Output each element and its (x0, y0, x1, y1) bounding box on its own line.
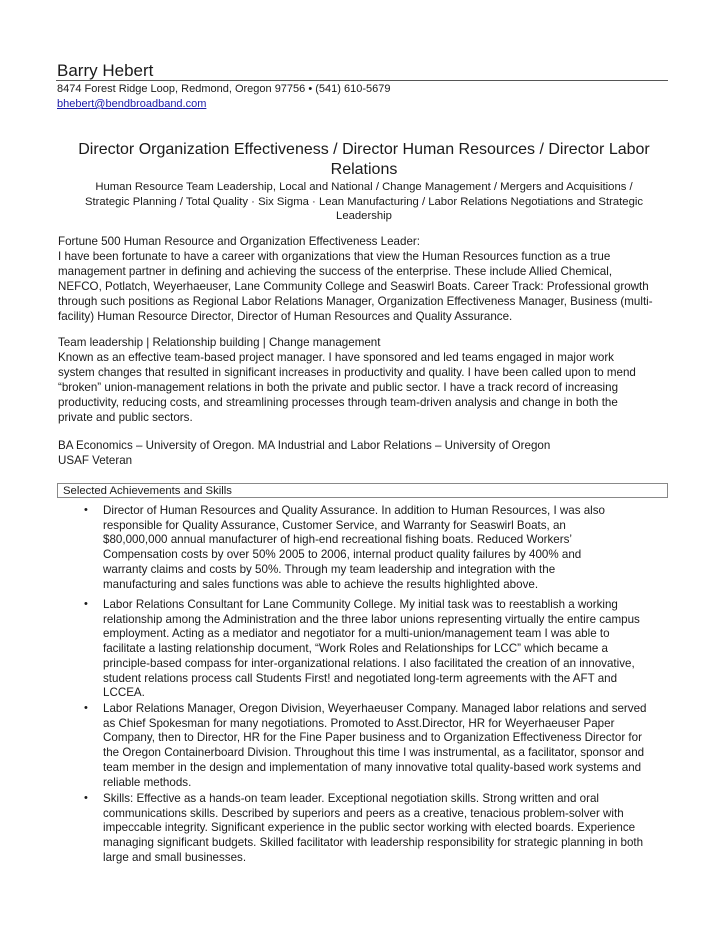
achievement-item (103, 792, 643, 866)
text-line: team member in the design and implementation of many innovative total quality-based work systems and (103, 760, 642, 774)
section-heading-achievements: Selected Achievements and Skills (57, 483, 668, 498)
text-line: through such positions as Regional Labor Relations Manager, Organization Effectiveness Manager, Business (multi- (58, 294, 653, 308)
text-line: Company, then to Director, HR for the Fine Paper business and to Organization Effectiveness Director for (103, 731, 642, 745)
bullet-icon: • (84, 702, 88, 714)
text-line: USAF Veteran (58, 453, 133, 467)
text-line: “broken” union-management relations in both the private and public sector. I have a track record of increasing (58, 380, 619, 394)
bullet-icon: • (84, 504, 88, 516)
text-line: BA Economics – University of Oregon. MA Industrial and Labor Relations – University of Oregon (58, 439, 551, 452)
text-line: $80,000,000 annual manufacturer of high-end recreational fishing boats. Reduced Workers’ (103, 533, 572, 547)
text-line: Labor Relations Manager, Oregon Division, Weyerhaeuser Company. Managed labor relations and served (103, 702, 647, 715)
text-line: managing significant budgets. Skilled facilitator with leadership responsibility for strategic planning in both (103, 836, 644, 850)
text-line: relationship among the Administration and the three labor unions representing virtually the entire campus (103, 612, 640, 626)
text-line: NEFCO, Potlatch, Weyerhaeuser, Lane Community College and Seaswirl Boats. Career Track: Professional growth (58, 279, 649, 293)
headline-line: Relations (330, 161, 398, 178)
text-line: Fortune 500 Human Resource and Organization Effectiveness Leader: (58, 235, 420, 248)
bullet-icon: • (84, 598, 88, 610)
text-line: LCCEA. (103, 686, 145, 700)
text-line: principle-based compass for inter-organizational relations. I also facilitated the creation of an innovative, (103, 656, 635, 670)
text-line: student relations process call Students First! and negotiated long-term agreements with the AFT and (103, 671, 618, 685)
text-line: as Chief Spokesman for many negotiations. Promoted to Asst.Director, HR for Weyerhaeuser Paper (103, 716, 615, 730)
text-line: reliable methods. (103, 775, 192, 789)
email-link[interactable]: bhebert@bendbroadband.com (57, 98, 207, 110)
text-line: responsible for Quality Assurance, Customer Service, and Warranty for Seaswirl Boats, an (103, 518, 566, 532)
text-line: productivity, reducing costs, and streamlining processes through team-driven analysis and change in both the (58, 395, 618, 409)
subheadline-line: Leadership (336, 210, 392, 222)
text-line: large and small businesses. (103, 850, 247, 864)
header-divider (56, 80, 668, 81)
text-line: the Oregon Containerboard Division. Throughout this time I was instrumental, as a facilitator, sponsor and (103, 746, 645, 760)
text-line: Skills: Effective as a hands-on team leader. Exceptional negotiation skills. Strong written and oral (103, 792, 600, 805)
team-paragraph (58, 336, 636, 425)
text-line: facility) Human Resource Director, Director of Human Resources and Quality Assurance. (58, 309, 513, 323)
address: 8474 Forest Ridge Loop, Redmond, Oregon 97756 • (541) 610-5679 (57, 83, 391, 95)
text-line: private and public sectors. (58, 410, 193, 424)
contact-info (57, 82, 390, 112)
achievement-item (103, 598, 640, 701)
text-line: facilitate a lasting relationship document, “Work Roles and Relationships for LCC” which became a (103, 642, 609, 656)
text-line: impeccable integrity. Significant experience in the public sector working with elected boards. Experience (103, 821, 636, 835)
text-line: employment. Acting as a mediator and negotiator for a multi-union/management team I was able to (103, 627, 610, 641)
text-line: Compensation costs by over 50% 2005 to 2006, internal product quality failures by 400% and (103, 548, 582, 562)
headline (0, 140, 728, 180)
text-line: management partner in defining and achieving the success of the enterprise. These include Allied Chemical, (58, 264, 613, 278)
bullet-icon: • (84, 792, 88, 804)
text-line: Labor Relations Consultant for Lane Community College. My initial task was to reestablish a working (103, 598, 618, 611)
text-line: warranty claims and costs by 50%. Through my team leadership and integration with the (103, 562, 556, 576)
text-line: Team leadership | Relationship building | Change management (58, 336, 381, 349)
text-line: Known as an effective team-based project manager. I have sponsored and led teams engaged in major work (58, 350, 614, 364)
text-line: communications skills. Described by superiors and peers as a creative, tenacious problem-solver with (103, 806, 624, 820)
subheadline (0, 180, 728, 224)
summary-paragraph (58, 235, 653, 324)
subheadline-line: Strategic Planning / Total Quality · Six Sigma · Lean Manufacturing / Labor Relations Negotiations and Strategic (84, 195, 644, 208)
candidate-name: Barry Hebert (57, 61, 154, 80)
text-line: Director of Human Resources and Quality Assurance. In addition to Human Resources, I was also (103, 504, 605, 517)
text-line: manufacturing and sales functions was able to achieve the results highlighted above. (103, 577, 539, 591)
achievement-item (103, 504, 605, 592)
text-line: system changes that resulted in significant increases in productivity and quality. I have been called upon to mend (58, 365, 636, 379)
achievement-item (103, 702, 647, 790)
subheadline-line: Human Resource Team Leadership, Local and National / Change Management / Mergers and Acquisitions / (95, 181, 633, 193)
text-line: I have been fortunate to have a career with organizations that view the Human Resources function as a true (58, 249, 611, 263)
headline-line: Director Organization Effectiveness / Director Human Resources / Director Labor (78, 141, 650, 158)
education-paragraph (58, 439, 550, 469)
